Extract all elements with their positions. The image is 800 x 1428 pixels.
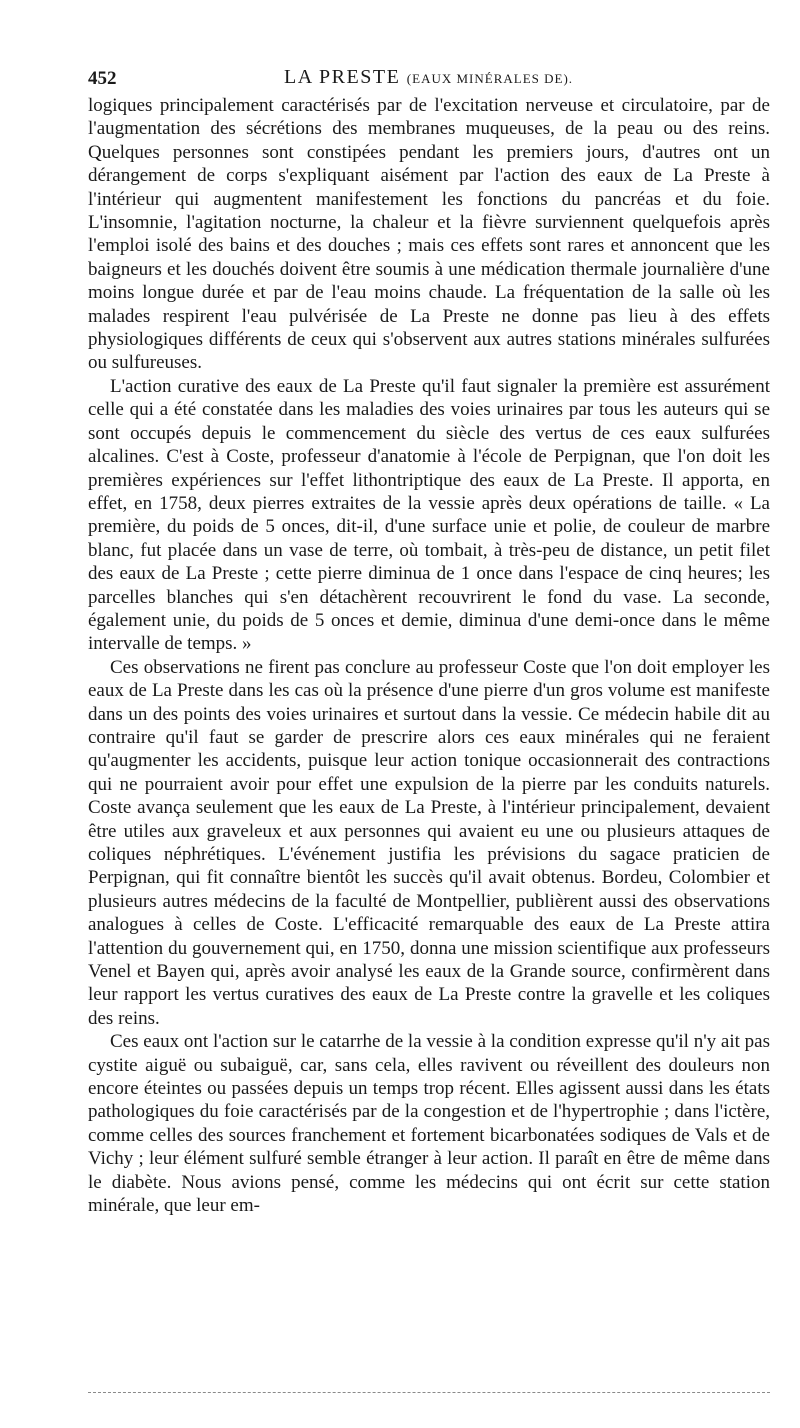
running-head — [284, 66, 573, 89]
running-head-sub: (EAUX MINÉRALES DE). — [406, 71, 574, 86]
footer-rule — [88, 1392, 770, 1393]
page-number: 452 — [88, 68, 117, 89]
page — [88, 62, 770, 1218]
paragraph-4: Ces eaux ont l'action sur le catarrhe de la vessie à la condition expresse qu'il n'y ait pas cystite aiguë ou subaiguë, car, sans cela, elles ravivent ou réveillent des douleurs non encore éteintes ou passées depuis un temps trop récent. Elles agissent aussi dans les états pathologiques du foie caractérisés par de la congestion et de l'hypertrophie ; dans l'ictère, comme celles des sources franchement et fortement bicarbonatées sodiques de Vals et de Vichy ; leur élément sulfuré semble étranger à leur action. Il paraît en être de même dans le diabète. Nous avions pensé, comme les médecins qui ont écrit sur cette station minérale, que leur em- — [88, 1031, 770, 1217]
body-text — [88, 94, 770, 1218]
paragraph-1: logiques principalement caractérisés par de l'excitation nerveuse et circulatoire, par de l'augmentation des sécrétions des membranes muqueuses, de la peau ou des reins. Quelques personnes sont constipées pendant les premiers jours, d'autres ont un dérangement de corps s'expliquant aisément par l'action des eaux de La Preste à l'intérieur qui augmentent manifestement les fonctions du pancréas et du foie. L'insomnie, l'agitation nocturne, la chaleur et la fièvre surviennent quelquefois après l'emploi isolé des bains et des douches ; mais ces effets sont rares et annoncent que les baigneurs et les douchés doivent être soumis à une médication thermale journalière d'une moins longue durée et par de l'eau moins chaude. La fréquentation de la salle où les malades respirent l'eau pulvérisée de La Preste ne donne pas lieu à des effets physiologiques différents de ceux qui s'observent aux autres stations minérales sulfurées ou sulfureuses. — [88, 95, 770, 374]
page-header — [88, 62, 770, 94]
paragraph-2: L'action curative des eaux de La Preste qu'il faut signaler la première est assurément celle qui a été constatée dans les maladies des voies urinaires par tous les auteurs qui se sont occupés depuis le commencement du siècle des vertus de ces eaux sulfurées alcalines. C'est à Coste, professeur d'anatomie à l'école de Perpignan, que l'on doit les premières expériences sur l'effet lithontriptique des eaux de La Preste. Il apporta, en effet, en 1758, deux pierres extraites de la vessie après deux opérations de taille. « La première, du poids de 5 onces, dit-il, d'une surface unie et polie, de couleur de marbre blanc, fut placée dans un vase de terre, où tombait, à très-peu de distance, un petit filet des eaux de La Preste ; cette pierre diminua de 1 once dans l'espace de cinq heures; les parcelles blanches qui s'en détachèrent recouvrirent le fond du vase. La seconde, également unie, du poids de 5 onces et demie, diminua d'une demi-once dans le même intervalle de temps. » — [88, 375, 770, 655]
running-head-main: LA PRESTE — [284, 66, 401, 88]
paragraph-3: Ces observations ne firent pas conclure au professeur Coste que l'on doit employer les eaux de La Preste dans les cas où la présence d'une pierre d'un gros volume est manifeste dans un des points des voies urinaires et surtout dans la vessie. Ce médecin habile dit au contraire qu'il faut se garder de prescrire alors ces eaux minérales qui ne feraient qu'augmenter les accidents, puisque leur action tonique occasionnerait des contractions qui ne pourraient avoir pour effet une expulsion de la pierre par les conduits naturels. Coste avança seulement que les eaux de La Preste, à l'intérieur principalement, devaient être utiles aux graveleux et aux personnes qui avaient eu une ou plusieurs attaques de coliques néphrétiques. L'événement justifia les prévisions du sagace praticien de Perpignan, qui fit connaître bientôt les succès qu'il avait obtenus. Bordeu, Colombier et plusieurs autres médecins de la faculté de Montpellier, publièrent aussi des observations analogues à celles de Coste. L'efficacité remarquable des eaux de La Preste attira l'attention du gouvernement qui, en 1750, donna une mission scientifique aux professeurs Venel et Bayen qui, après avoir analysé les eaux de la Grande source, confirmèrent dans leur rapport les vertus curatives des eaux de La Preste contre la gravelle et les coliques des reins. — [88, 656, 770, 1029]
